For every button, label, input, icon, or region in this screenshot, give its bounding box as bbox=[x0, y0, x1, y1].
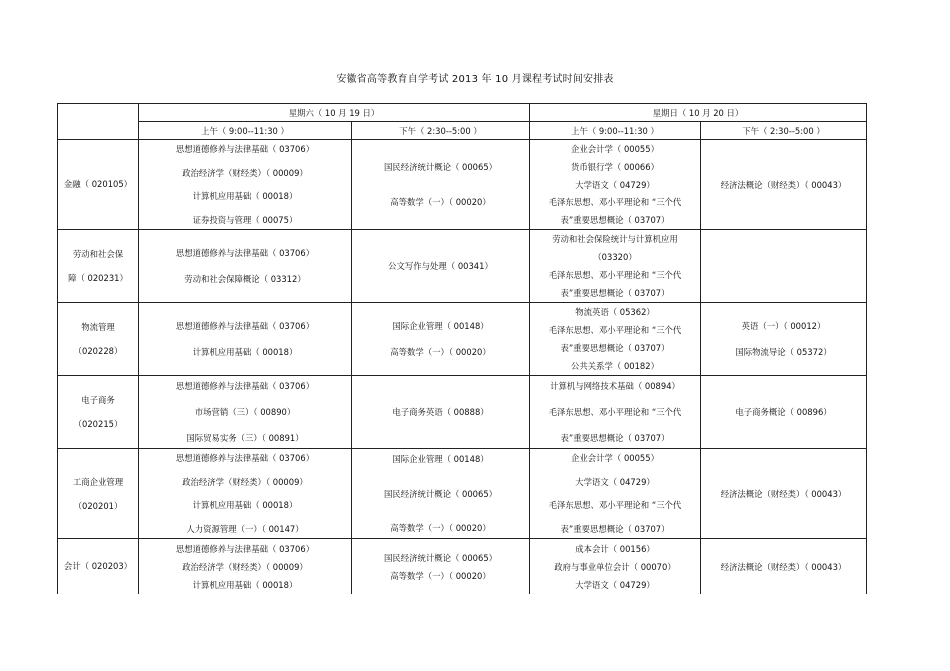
day-header-saturday: 星期六（ 10 月 19 日） bbox=[139, 104, 530, 122]
session-header: 下午（ 2:30--5:00 ） bbox=[352, 122, 530, 140]
course-list bbox=[139, 377, 351, 447]
course-cell bbox=[530, 539, 701, 595]
major-label-line: 电子商务 bbox=[81, 395, 115, 405]
course-entry: 国际物流导论（ 05372） bbox=[735, 347, 832, 357]
course-entry: 国民经济统计概论（ 00065） bbox=[383, 162, 498, 173]
course-cell bbox=[139, 230, 352, 303]
day-header-sunday: 星期日（ 10 月 20 日） bbox=[530, 104, 867, 122]
major-cell bbox=[58, 140, 139, 230]
course-list bbox=[530, 304, 700, 374]
course-entry: 国际贸易实务（三）（ 00891） bbox=[186, 433, 304, 443]
major-label bbox=[58, 315, 138, 363]
course-entry: 表”重要思想概论（ 03707） bbox=[560, 288, 670, 298]
course-entry: 毛泽东思想、邓小平理论和 “三个代 bbox=[548, 407, 682, 417]
course-list bbox=[701, 485, 866, 503]
course-entry: 毛泽东思想、邓小平理论和 “三个代 bbox=[548, 500, 682, 511]
course-cell bbox=[701, 140, 867, 230]
major-cell bbox=[58, 376, 139, 449]
course-list bbox=[701, 313, 866, 365]
course-list bbox=[352, 150, 529, 219]
course-cell bbox=[352, 449, 530, 539]
major-cell bbox=[58, 539, 139, 595]
course-list bbox=[701, 403, 866, 421]
course-entry: 高等数学（一）（ 00020） bbox=[390, 196, 491, 207]
course-list bbox=[352, 313, 529, 365]
course-entry: 思想道德修养与法律基础（ 03706） bbox=[175, 453, 315, 463]
course-cell bbox=[139, 303, 352, 376]
course-cell bbox=[139, 539, 352, 595]
major-label-line: （020215） bbox=[73, 419, 123, 429]
major-row bbox=[58, 539, 867, 595]
course-entry: 大学语文（ 04729） bbox=[575, 179, 655, 190]
course-cell bbox=[701, 449, 867, 539]
major-row bbox=[58, 140, 867, 230]
course-entry: 计算机与网络技术基础（ 00894） bbox=[550, 381, 680, 391]
course-cell bbox=[701, 539, 867, 595]
session-header: 上午（ 9:00--11:30 ） bbox=[530, 122, 701, 140]
course-cell bbox=[139, 449, 352, 539]
course-entry: （03320） bbox=[593, 252, 637, 262]
course-list bbox=[530, 377, 700, 447]
course-entry: 市场营销（三）（ 00890） bbox=[194, 407, 296, 417]
course-list bbox=[139, 540, 351, 593]
course-entry: 劳动和社会保险统计与计算机应用 bbox=[552, 234, 678, 244]
course-entry: 公文写作与处理（ 00341） bbox=[388, 261, 493, 271]
course-list bbox=[530, 231, 700, 301]
major-label-line: 劳动和社会保 bbox=[72, 249, 124, 259]
major-label bbox=[58, 470, 138, 518]
course-entry: 表”重要思想概论（ 03707） bbox=[560, 343, 670, 353]
course-entry: 证券投资与管理（ 00075） bbox=[192, 214, 298, 225]
session-header: 上午（ 9:00--11:30 ） bbox=[139, 122, 352, 140]
course-entry: 思想道德修养与法律基础（ 03706） bbox=[175, 144, 315, 154]
major-row bbox=[58, 376, 867, 449]
course-entry: 思想道德修养与法律基础（ 03706） bbox=[175, 544, 315, 554]
major-label-line: 物流管理 bbox=[81, 322, 115, 332]
session-header: 下午（ 2:30--5:00 ） bbox=[701, 122, 867, 140]
course-entry: 思想道德修养与法律基础（ 03706） bbox=[175, 248, 315, 258]
major-label bbox=[58, 388, 138, 436]
course-entry: 经济法概论（财经类）（ 00043） bbox=[720, 561, 847, 572]
major-label-line: 工商企业管理 bbox=[72, 476, 124, 487]
course-cell bbox=[352, 539, 530, 595]
course-entry: 表”重要思想概论（ 03707） bbox=[560, 215, 670, 225]
course-entry: 企业会计学（ 00055） bbox=[571, 144, 659, 154]
course-entry: 政治经济学（财经类）（ 00009） bbox=[182, 167, 308, 178]
course-cell bbox=[139, 376, 352, 449]
course-cell bbox=[701, 376, 867, 449]
course-list bbox=[701, 558, 866, 576]
major-label-line: 障（ 020231） bbox=[68, 273, 128, 283]
major-cell bbox=[58, 449, 139, 539]
major-label-line: （020228） bbox=[73, 346, 123, 356]
course-list bbox=[139, 313, 351, 365]
major-cell bbox=[58, 230, 139, 303]
course-cell bbox=[530, 449, 701, 539]
exam-schedule-table bbox=[57, 103, 867, 594]
course-entry: 政治经济学（财经类）（ 00009） bbox=[182, 562, 308, 572]
course-entry: 电子商务英语（ 00888） bbox=[392, 407, 489, 417]
major-label bbox=[58, 176, 138, 193]
day-header-row bbox=[58, 104, 867, 122]
course-entry: 劳动和社会保障概论（ 03312） bbox=[184, 274, 306, 284]
course-list bbox=[139, 141, 351, 228]
course-entry: 思想道德修养与法律基础（ 03706） bbox=[175, 321, 315, 331]
course-entry: 计算机应用基础（ 00018） bbox=[192, 347, 298, 357]
course-entry: 英语（一）（ 00012） bbox=[741, 321, 826, 331]
major-label-line: （020201） bbox=[73, 500, 123, 511]
course-cell bbox=[352, 230, 530, 303]
course-entry: 计算机应用基础（ 00018） bbox=[192, 580, 298, 590]
course-list bbox=[530, 450, 700, 537]
course-entry: 物流英语（ 05362） bbox=[575, 307, 655, 317]
course-list bbox=[530, 540, 700, 593]
major-label-line: 金融（ 020105） bbox=[63, 179, 133, 189]
major-label-line: 会计（ 020203） bbox=[63, 561, 133, 571]
course-entry: 大学语文（ 04729） bbox=[575, 580, 655, 590]
course-entry: 高等数学（一）（ 00020） bbox=[390, 523, 491, 533]
course-entry: 人力资源管理（一）（ 00147） bbox=[186, 523, 304, 534]
course-entry: 思想道德修养与法律基础（ 03706） bbox=[175, 381, 315, 391]
course-cell bbox=[530, 140, 701, 230]
major-label bbox=[58, 242, 138, 290]
major-row bbox=[58, 303, 867, 376]
course-entry: 国民经济统计概论（ 00065） bbox=[383, 488, 498, 499]
course-list bbox=[701, 176, 866, 194]
course-list bbox=[352, 450, 529, 537]
course-cell bbox=[530, 230, 701, 303]
course-entry: 经济法概论（财经类）（ 00043） bbox=[720, 488, 847, 499]
major-cell bbox=[58, 303, 139, 376]
course-cell bbox=[701, 230, 867, 303]
course-entry: 高等数学（一）（ 00020） bbox=[390, 347, 491, 357]
course-entry: 国民经济统计概论（ 00065） bbox=[383, 553, 498, 563]
course-cell bbox=[139, 140, 352, 230]
course-entry: 成本会计（ 00156） bbox=[575, 544, 655, 554]
course-list bbox=[139, 240, 351, 292]
course-entry: 国际企业管理（ 00148） bbox=[392, 454, 489, 464]
corner-cell bbox=[58, 104, 139, 140]
page-title: 安徽省高等教育自学考试 2013 年 10 月课程考试时间安排表 bbox=[336, 74, 614, 85]
course-list bbox=[530, 141, 700, 228]
course-cell bbox=[352, 303, 530, 376]
course-list bbox=[352, 403, 529, 421]
session-header-row bbox=[58, 122, 867, 140]
course-entry: 国际企业管理（ 00148） bbox=[392, 321, 489, 331]
course-entry: 表”重要思想概论（ 03707） bbox=[560, 523, 670, 534]
course-cell bbox=[701, 303, 867, 376]
course-entry: 公共关系学（ 00182） bbox=[571, 361, 659, 371]
major-label bbox=[58, 558, 138, 575]
course-entry: 大学语文（ 04729） bbox=[575, 476, 655, 487]
course-cell bbox=[530, 303, 701, 376]
course-entry: 表”重要思想概论（ 03707） bbox=[560, 433, 670, 443]
course-list bbox=[352, 549, 529, 584]
course-cell bbox=[352, 140, 530, 230]
course-entry: 高等数学（一）（ 00020） bbox=[390, 571, 491, 581]
course-entry: 毛泽东思想、邓小平理论和 “三个代 bbox=[548, 270, 682, 280]
course-entry: 电子商务概论（ 00896） bbox=[735, 407, 832, 417]
course-entry: 毛泽东思想、邓小平理论和 “三个代 bbox=[548, 325, 682, 335]
course-cell bbox=[530, 376, 701, 449]
course-cell bbox=[352, 376, 530, 449]
course-entry: 政府与事业单位会计（ 00070） bbox=[554, 562, 676, 572]
course-entry: 经济法概论（财经类）（ 00043） bbox=[720, 179, 847, 190]
course-list bbox=[352, 257, 529, 275]
course-list bbox=[139, 450, 351, 537]
major-row bbox=[58, 449, 867, 539]
major-row bbox=[58, 230, 867, 303]
course-entry: 计算机应用基础（ 00018） bbox=[192, 500, 298, 511]
course-entry: 货币银行学（ 00066） bbox=[571, 161, 659, 172]
course-entry: 毛泽东思想、邓小平理论和 “三个代 bbox=[548, 197, 682, 208]
course-entry: 企业会计学（ 00055） bbox=[571, 453, 659, 463]
course-entry: 计算机应用基础（ 00018） bbox=[192, 191, 298, 202]
course-entry: 政治经济学（财经类）（ 00009） bbox=[182, 476, 308, 487]
